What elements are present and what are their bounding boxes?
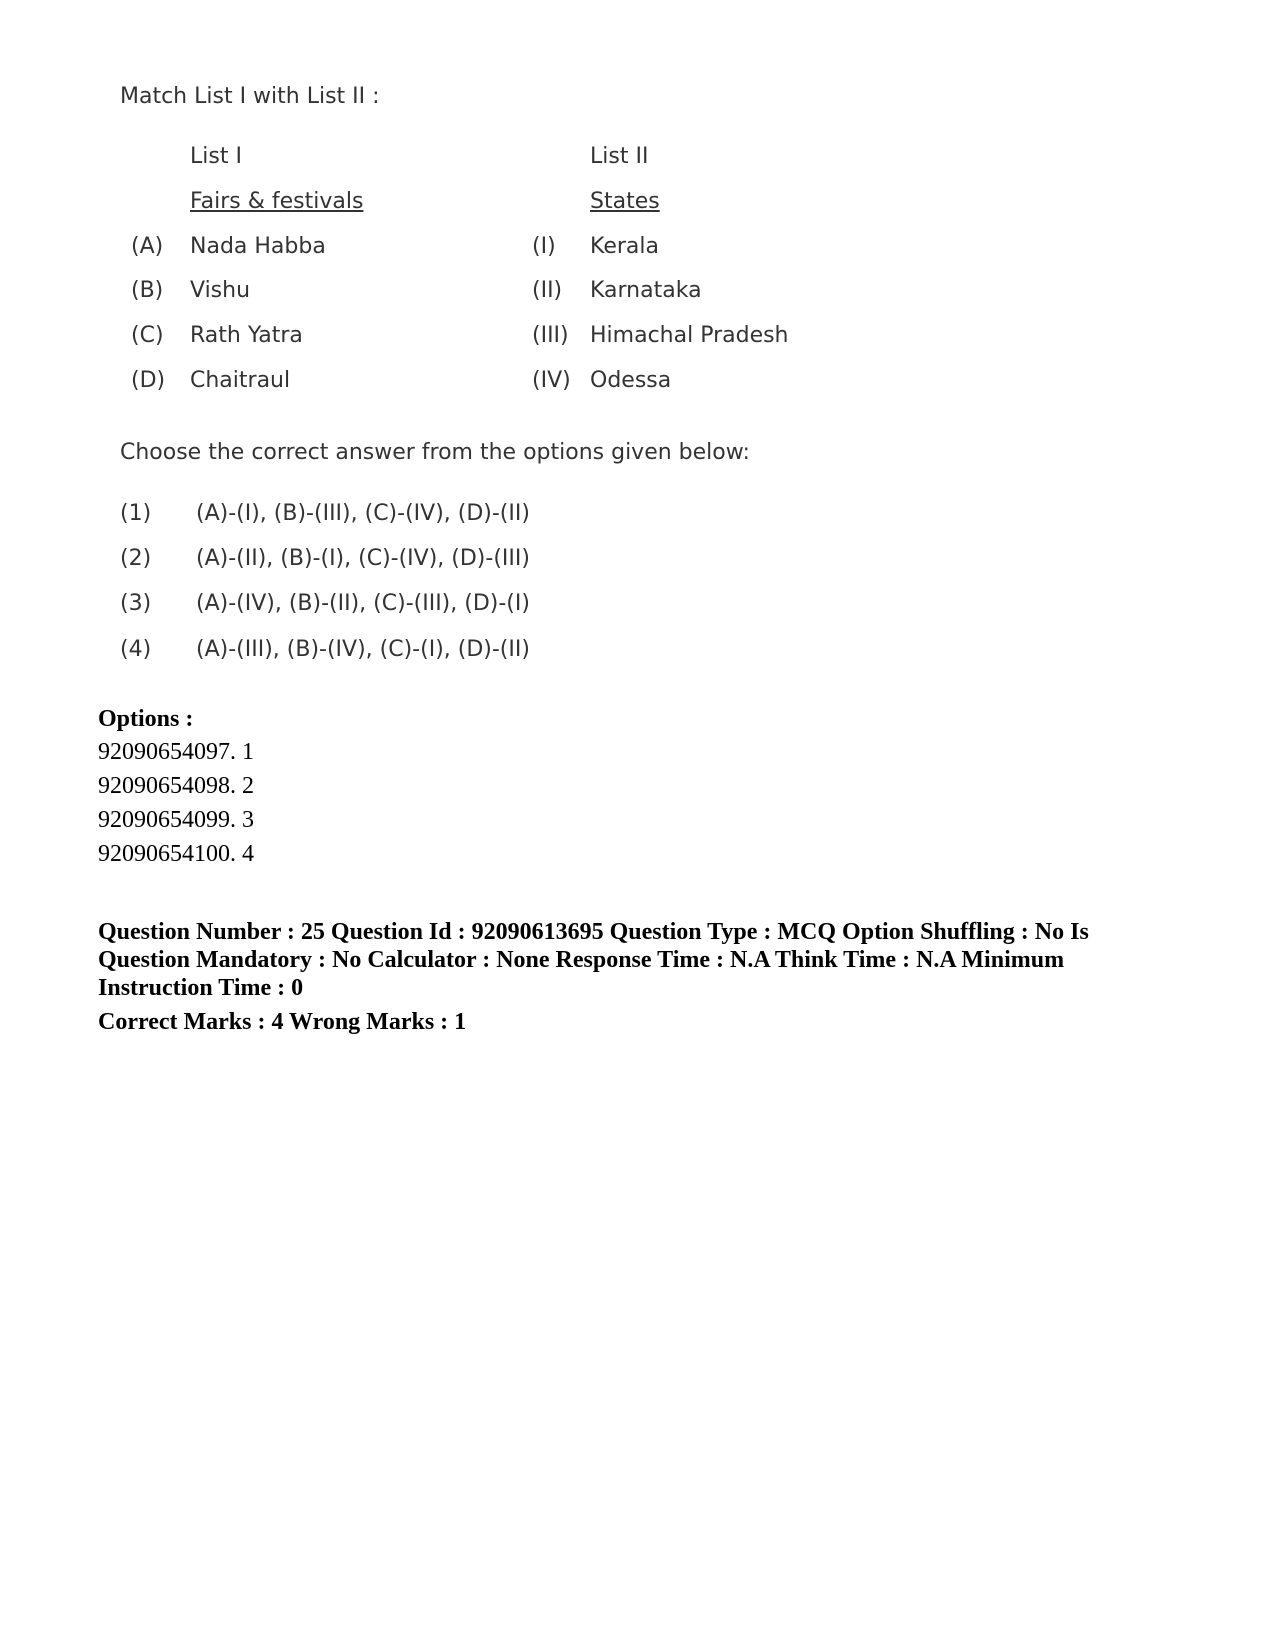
list1-item-a: Nada Habba: [190, 234, 326, 259]
list2-item-iv: Odessa: [590, 368, 672, 393]
choice-text-4: (A)-(III), (B)-(IV), (C)-(I), (D)-(II): [196, 637, 530, 662]
choice-num-1: (1): [120, 501, 152, 526]
list1-label-c: (C): [131, 323, 164, 348]
choice-num-3: (3): [120, 591, 152, 616]
list2-item-i: Kerala: [590, 234, 659, 259]
list2-subtitle: States: [590, 189, 660, 214]
option-item-2: 92090654098. 2: [98, 773, 254, 799]
list2-label-ii: (II): [532, 278, 563, 303]
list1-item-b: Vishu: [190, 278, 251, 303]
list1-label-d: (D): [131, 368, 166, 393]
list2-item-iii: Himachal Pradesh: [590, 323, 789, 348]
choice-num-2: (2): [120, 546, 152, 571]
list2-label-iii: (III): [532, 323, 569, 348]
option-item-1: 92090654097. 1: [98, 739, 254, 765]
list2-label-iv: (IV): [532, 368, 571, 393]
question-intro: Match List I with List II :: [120, 84, 380, 109]
list2-title: List II: [590, 144, 649, 169]
list2-item-ii: Karnataka: [590, 278, 702, 303]
list1-item-c: Rath Yatra: [190, 323, 303, 348]
option-item-3: 92090654099. 3: [98, 807, 254, 833]
question-marks: Correct Marks : 4 Wrong Marks : 1: [98, 1009, 467, 1035]
list1-label-a: (A): [131, 234, 164, 259]
list2-label-i: (I): [532, 234, 556, 259]
choice-text-3: (A)-(IV), (B)-(II), (C)-(III), (D)-(I): [196, 591, 530, 616]
choice-text-2: (A)-(II), (B)-(I), (C)-(IV), (D)-(III): [196, 546, 530, 571]
question-meta-line3: Instruction Time : 0: [98, 975, 304, 1001]
list1-title: List I: [190, 144, 242, 169]
question-meta: [98, 918, 1198, 1036]
list1-subtitle: Fairs & festivals: [190, 189, 364, 214]
option-item-4: 92090654100. 4: [98, 841, 254, 867]
question-instruction: Choose the correct answer from the options given below:: [120, 440, 750, 465]
choice-num-4: (4): [120, 637, 152, 662]
list1-label-b: (B): [131, 278, 164, 303]
options-heading: Options :: [98, 706, 194, 732]
question-meta-line2: Question Mandatory : No Calculator : None Response Time : N.A Think Time : N.A Minimum: [98, 947, 1065, 973]
choice-text-1: (A)-(I), (B)-(III), (C)-(IV), (D)-(II): [196, 501, 530, 526]
list1-item-d: Chaitraul: [190, 368, 291, 393]
question-meta-line1: Question Number : 25 Question Id : 92090613695 Question Type : MCQ Option Shuffling : No Is: [98, 919, 1089, 945]
